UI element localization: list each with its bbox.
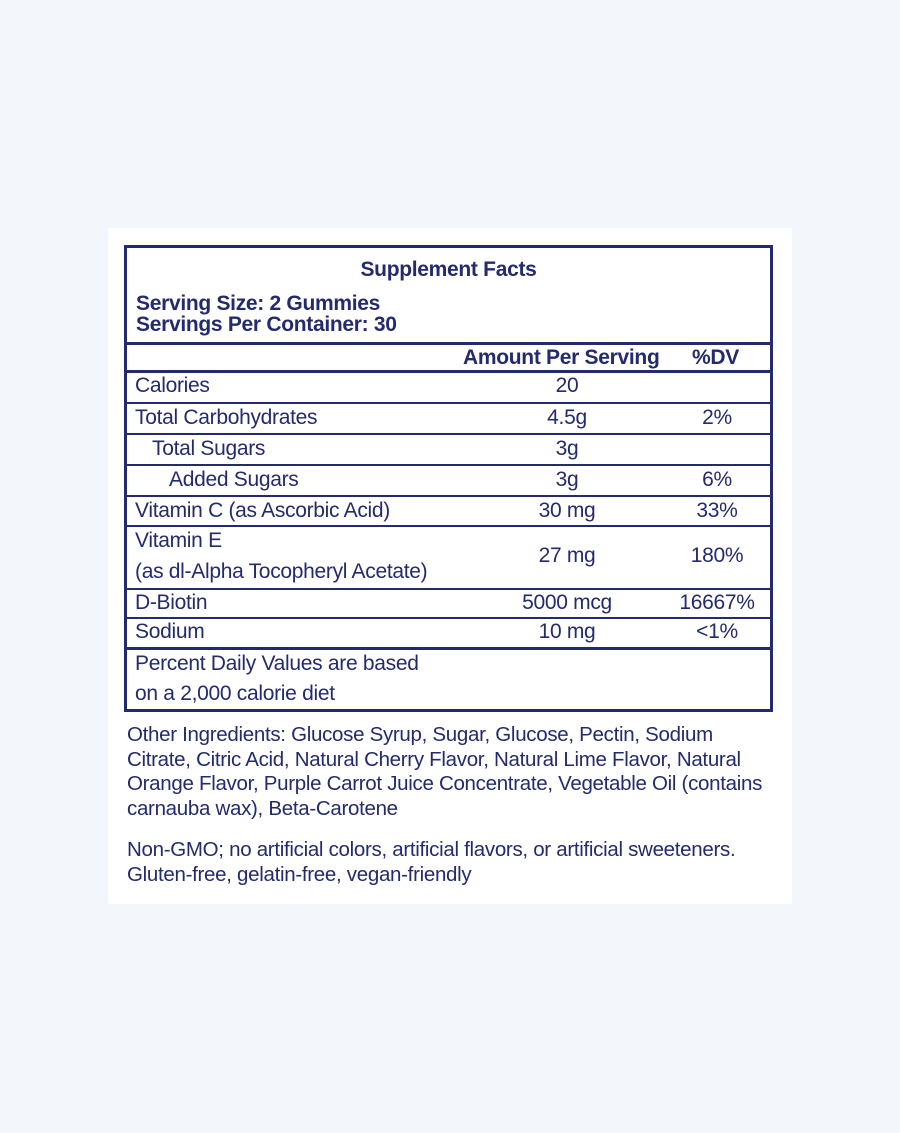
nutrient-dv: 6% xyxy=(702,468,732,491)
table-row xyxy=(127,497,770,527)
amount-per-serving-header: Amount Per Serving xyxy=(463,346,660,369)
dv-header: %DV xyxy=(692,346,739,369)
nutrient-amount: 4.5g xyxy=(547,406,587,429)
nutrient-name: Total Carbohydrates xyxy=(135,406,318,429)
nutrient-name: Total Sugars xyxy=(152,437,266,460)
table-row xyxy=(127,373,770,404)
nutrient-dv: 16667% xyxy=(679,591,755,614)
nutrient-dv: 2% xyxy=(702,406,732,429)
panel-header xyxy=(127,248,770,345)
nutrient-amount: 10 mg xyxy=(538,620,596,643)
table-row xyxy=(127,404,770,435)
supplement-facts-panel xyxy=(124,245,773,712)
panel-title: Supplement Facts xyxy=(360,258,537,281)
nutrient-name: Calories xyxy=(135,374,210,397)
nutrient-amount: 20 xyxy=(555,374,579,397)
nutrient-amount: 5000 mcg xyxy=(522,591,612,614)
nutrient-name: Sodium xyxy=(135,620,205,643)
label-card xyxy=(108,228,792,904)
ingredients-line: Citrate, Citric Acid, Natural Cherry Flavor, Natural Lime Flavor, Natural xyxy=(127,747,741,771)
nutrient-dv: 180% xyxy=(690,544,744,567)
table-row xyxy=(127,619,770,650)
claims-line: Gluten-free, gelatin-free, vegan-friendly xyxy=(127,862,472,886)
nutrient-amount: 3g xyxy=(555,437,579,460)
ingredients-line: Other Ingredients: Glucose Syrup, Sugar, Glucose, Pectin, Sodium xyxy=(127,723,713,746)
product-claims xyxy=(127,838,787,887)
daily-value-footnote xyxy=(135,649,419,709)
table-row xyxy=(127,527,770,590)
table-row xyxy=(127,435,770,466)
claims-line: Non-GMO; no artificial colors, artificial flavors, or artificial sweeteners. xyxy=(127,838,736,861)
servings-per-container: Servings Per Container: 30 xyxy=(136,313,397,336)
footnote-line: Percent Daily Values are based xyxy=(135,652,419,675)
ingredients-line: carnauba wax), Beta-Carotene xyxy=(127,796,398,820)
nutrient-dv: <1% xyxy=(696,620,738,643)
nutrient-name: D-Biotin xyxy=(135,591,208,614)
nutrient-name: Added Sugars xyxy=(169,468,299,491)
nutrient-name: Vitamin E xyxy=(135,529,222,552)
serving-size: Serving Size: 2 Gummies xyxy=(136,292,381,315)
other-ingredients xyxy=(127,723,787,821)
footnote-line: on a 2,000 calorie diet xyxy=(135,682,335,705)
nutrient-name: Vitamin C (as Ascorbic Acid) xyxy=(135,499,390,522)
ingredients-line: Orange Flavor, Purple Carrot Juice Concentrate, Vegetable Oil (contains xyxy=(127,772,763,795)
nutrient-dv: 33% xyxy=(696,499,738,522)
nutrient-name-detail: (as dl-Alpha Tocopheryl Acetate) xyxy=(135,560,428,583)
table-row xyxy=(127,466,770,497)
nutrient-amount: 27 mg xyxy=(538,544,596,567)
nutrient-amount: 30 mg xyxy=(538,499,596,522)
table-row xyxy=(127,590,770,619)
column-headers xyxy=(127,345,770,373)
nutrient-amount: 3g xyxy=(555,468,579,491)
